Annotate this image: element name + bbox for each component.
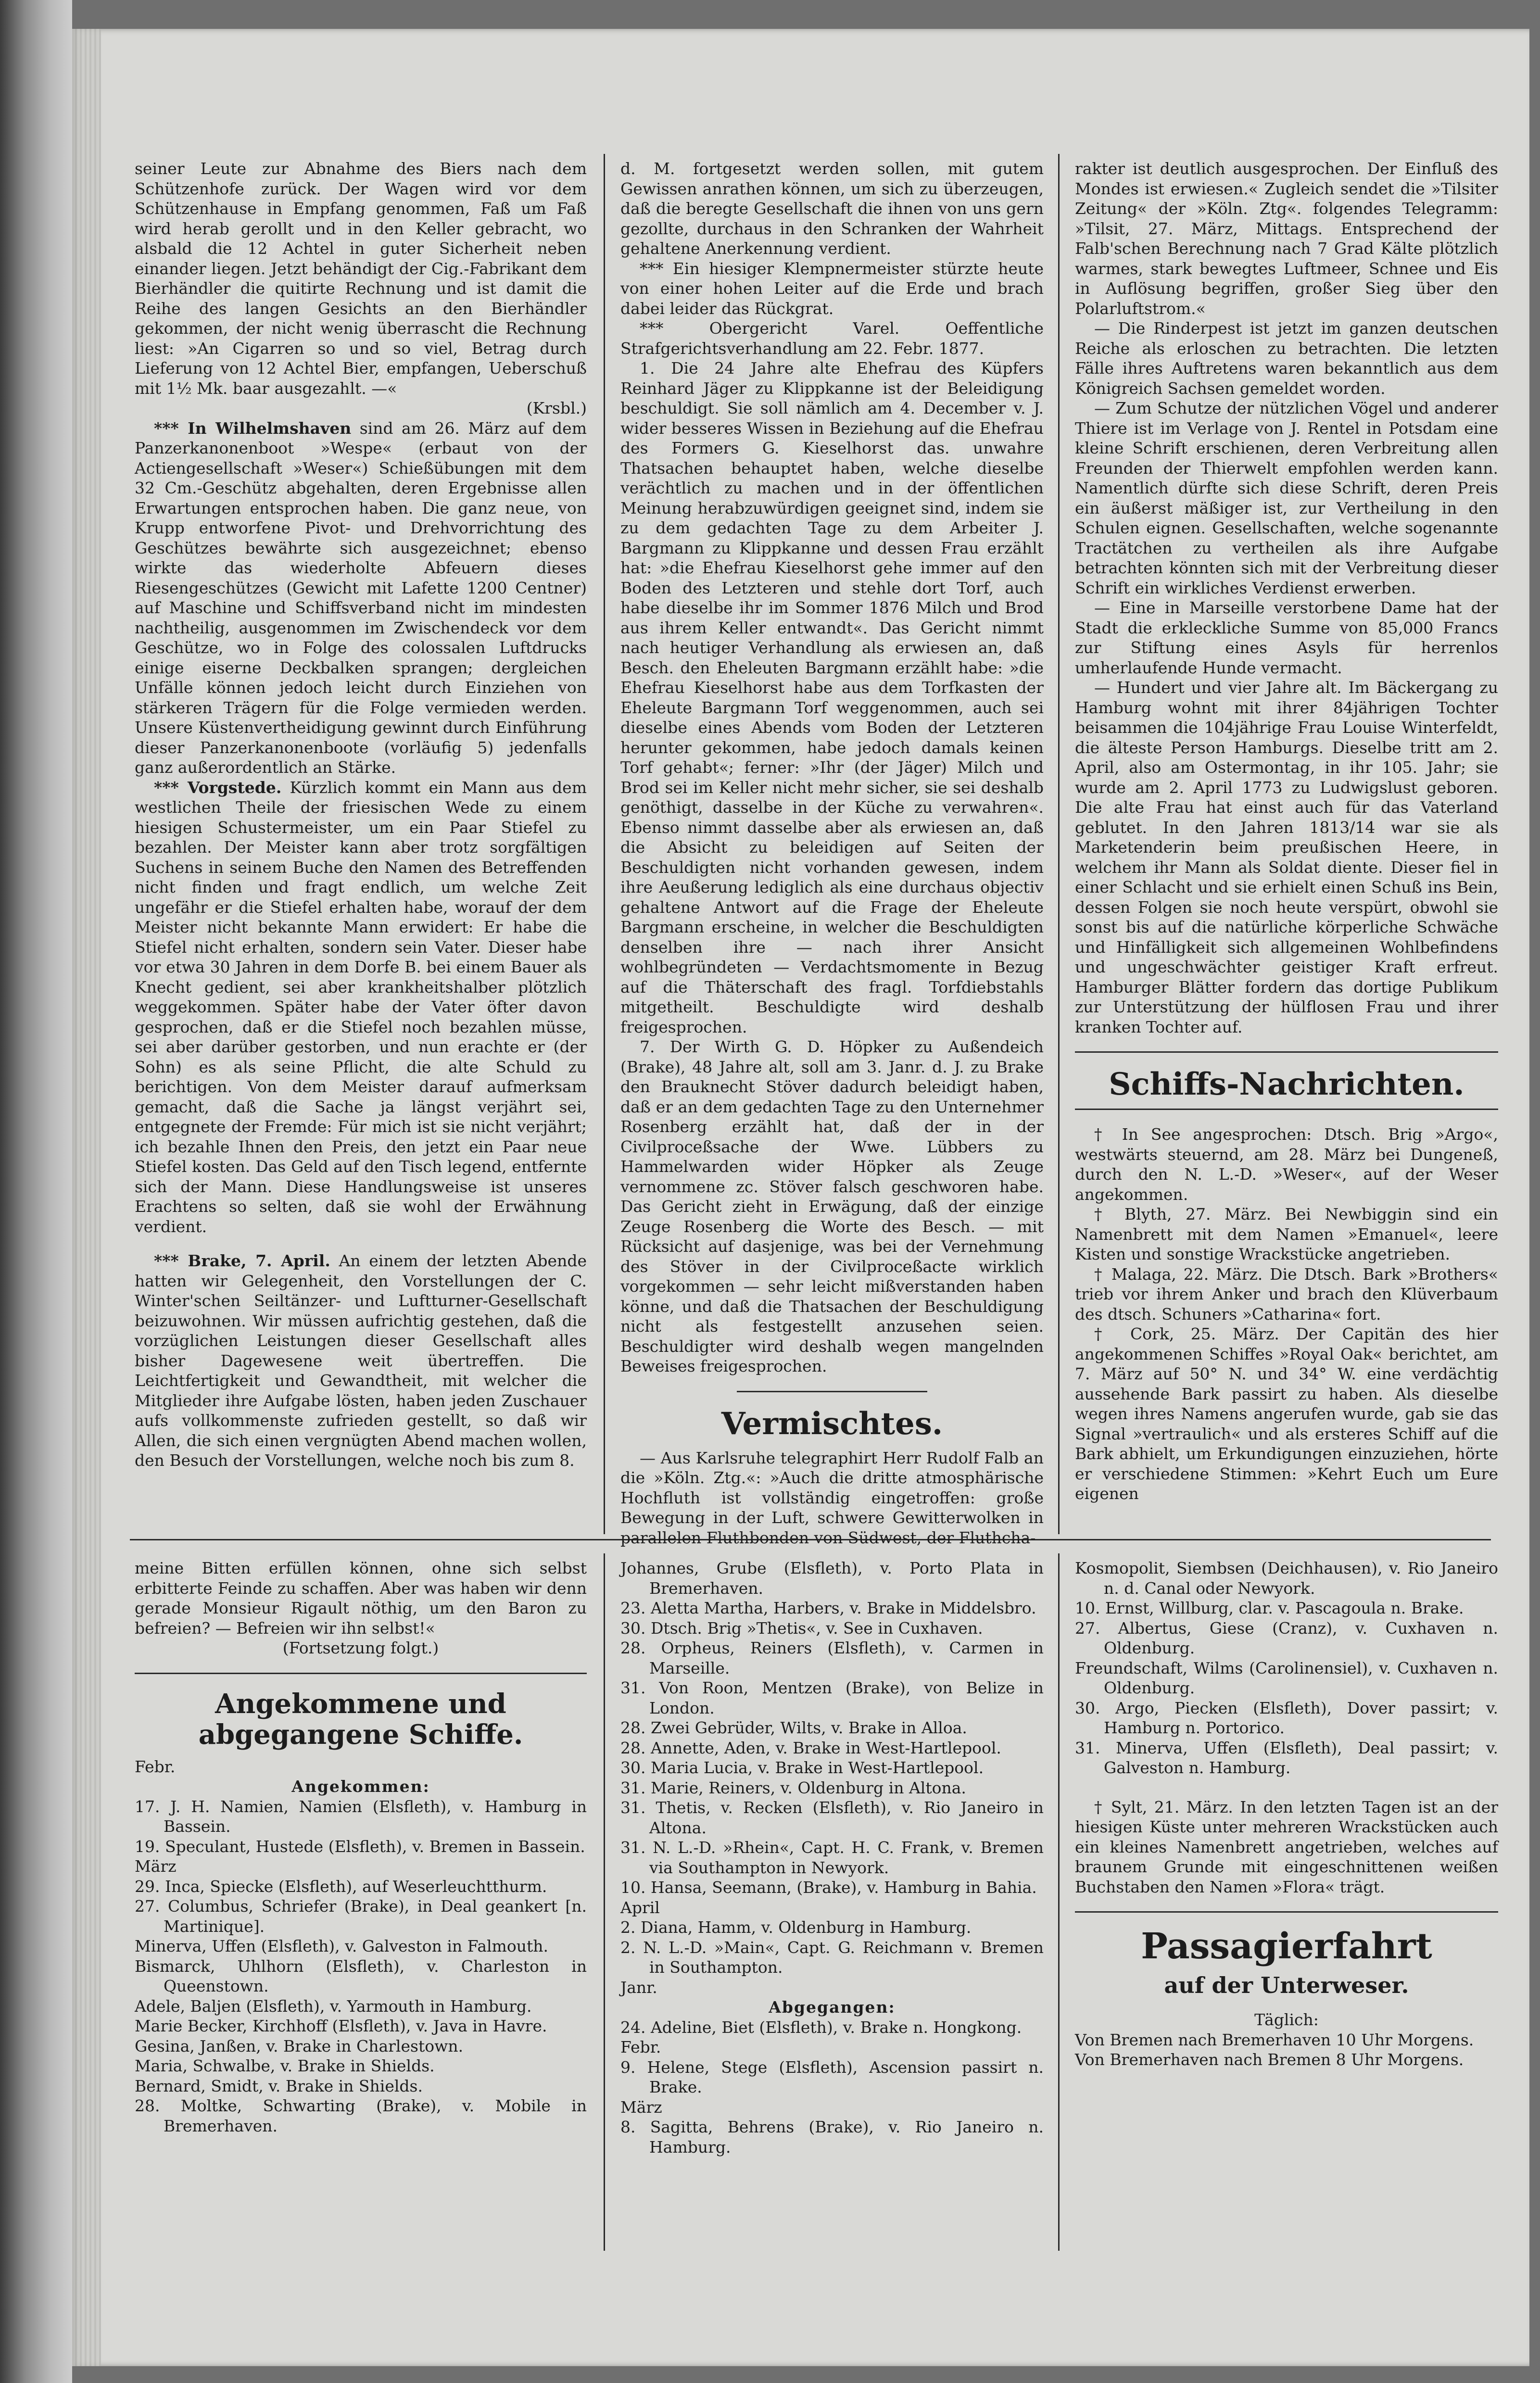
lower-column-3 [1075, 1558, 1498, 2070]
article-source: (Krsbl.) [526, 399, 587, 417]
shipping-list [135, 1757, 587, 2136]
article-text: Kürzlich kommt ein Mann aus dem westlichen Theile der friesischen Wede zu einem hiesigen Schustermeister, um ein Paar Stiefel zu bezahlen. Der Meister kann aber trotz sorgfältigen Suchens in seinem Buche den Namen des Betreffenden nicht finden und fragt endlich, um welche Zeit ungefähr er die Stiefel erhalten habe, worauf der dem Meister nicht bekannte Mann erwidert: Er habe die Stiefel nicht erhalten, sondern sein Vater. Dieser habe vor etwa 30 Jahren in dem Dorfe B. bei einem Bauer als Knecht gedient, sei aber krankheitshalber plötzlich weggekommen. Später habe der Vater öfter davon gesprochen, daß er die Stiefel noch bezahlen müsse, sei aber darüber gestorben, und nun erachte er (der Sohn) es als seine Pflicht, die alte Schuld zu berichtigen. Von dem Meister darauf aufmerksam gemacht, daß die Sache ja längst verjährt sei, entgegnete der Fremde: Für mich ist sie nicht verjährt; ich bezahle Ihnen den Preis, den jetzt ein Paar neue Stiefel kosten. Das Geld auf den Tisch legend, entfernte sich der Mann. Diese Handlungsweise ist unseres Erachtens so selten, daß sie wohl der Erwähnung verdient. [135, 778, 587, 1236]
column-rule [1058, 154, 1060, 1534]
column-rule [604, 154, 605, 1534]
list-item: 30. Dtsch. Brig »Thetis«, v. See in Cuxhaven. [620, 1618, 983, 1638]
list-category: Abgegangen: [769, 1998, 896, 2017]
list-item: Freundschaft, Wilms (Carolinensiel), v. Cuxhaven n. Oldenburg. [1075, 1658, 1498, 1697]
list-month: Janr. [620, 1978, 657, 1997]
article-heading: *** Brake, 7. April. [154, 1251, 330, 1270]
separator [1075, 1911, 1498, 1913]
list-item: Kosmopolit, Siembsen (Deichhausen), v. Rio Janeiro n. d. Canal oder Newyork. [1075, 1559, 1498, 1598]
list-item: 17. J. H. Namien, Namien (Elsfleth), v. Hamburg in Bassein. [135, 1797, 587, 1836]
lower-column-1 [135, 1558, 587, 2136]
lower-column-2 [620, 1558, 1044, 2157]
article-text: seiner Leute zur Abnahme des Biers nach dem Schützenhofe zurück. Der Wagen wird vor dem Schützenhause in Empfang genommen, Faß um Faß wird herab gerollt und in den Keller gebracht, wo alsbald die 12 Achtel in guter Sicherheit neben einander liegen. Jetzt behändigt der Cig.-Fabrikant dem Bierhändler die quitirte Rechnung und ist damit die Reihe des langen Gesichts an den Bierhändler gekommen, der nicht wenig überrascht die Rechnung liest: »An Cigarren so und so viel, Betrag durch Lieferung von 12 Achtel Bier, empfangen, Ueberschuß mit 1½ Mk. baar ausgezahlt. —« [135, 159, 587, 398]
list-item: 28. Orpheus, Reiners (Elsfleth), v. Carmen in Marseille. [620, 1639, 1044, 1677]
serial-text: meine Bitten erfüllen können, ohne sich selbst erbitterte Feinde zu schaffen. Aber was haben wir denn gerade Monsieur Rigault nöthig, um den Baron zu befreien? — Befreien wir ihn selbst!« [135, 1559, 587, 1638]
list-item: 30. Argo, Piecken (Elsfleth), Dover passirt; v. Hamburg n. Portorico. [1075, 1698, 1498, 1737]
article-text: sind am 26. März auf dem Panzerkanonenboot »Wespe« (erbaut von der Actiengesellschaft »Weser«) Schießübungen mit dem 32 Cm.-Geschütz abgehalten, deren Ergebnisse allen Erwartungen entsprochen haben. Die ganz neue, von Krupp entworfene Pivot- und Drehvorrichtung des Geschützes bewährte sich ausgezeichnet; ebenso wirkte das wiederholte Abfeuern dieses Riesengeschützes (Gewicht mit Lafette 1200 Centner) auf Maschine und Schiffsverband nicht im mindesten nachtheilig, ausgenommen im Zwischendeck vor dem Geschütze, wo in Folge des colossalen Luftdrucks einige eiserne Deckbalken sprangen; dergleichen Unfälle können jedoch leicht durch Einziehen von stärkeren Trägern für die Folge vermieden werden. Unsere Küstenvertheidigung gewinnt durch Einführung dieser Panzerkanonenboote (vorläufig 5) jedenfalls ganz außerordentlich an Stärke. [135, 418, 587, 777]
article-text: 1. Die 24 Jahre alte Ehefrau des Küpfers Reinhard Jäger zu Klippkanne ist der Beleidigung beschuldigt. Sie soll nämlich am 4. December v. J. wider besseres Wissen in Beziehung auf die Ehefrau des Formers G. Kieselhorst das. unwahre Thatsachen behauptet haben, welche dieselbe verächtlich zu machen und in der öffentlichen Meinung herabzuwürdigen geeignet sind, indem sie zu dem gedachten Tage zu dem Arbeiter J. Bargmann zu Klippkanne und dessen Frau erzählt hat: »die Ehefrau Kieselhorst gehe immer auf den Boden des Letzteren und stehle dort Torf, auch habe dieselbe ihr im Sommer 1876 Milch und Brod aus ihrem Keller entwandt«. Das Gericht nimmt nach heutiger Verhandlung als erwiesen an, daß Besch. den Eheleuten Bargmann erzählt habe: »die Ehefrau Kieselhorst habe aus dem Torfkasten der Eheleute Bargmann Torf weggenommen, auch sei dieselbe eines Abends vom Boden der Letzteren herunter gekommen, habe jedoch damals keinen Torf gehabt«; ferner: »Ihr (der Jäger) Milch und Brod sei im Keller nicht mehr sicher, sie sei deshalb genöthigt, dasselbe in der Küche zu verwahren«. Ebenso nimmt dasselbe aber als erwiesen an, daß die Absicht zu beleidigen auf Seiten der Beschuldigten nicht vorhanden gewesen, indem ihre Aeußerung lediglich als eine durchaus objectiv gehaltene Antwort auf die Frage der Eheleute Bargmann erscheine, in welcher die Beschuldigten denselben ihre — nach ihrer Ansicht wohlbegründeten — Verdachtsmomente in Bezug auf die Thäterschaft des fragl. Torfdiebstahls mitgetheilt. Beschuldigte wird deshalb freigesprochen. [620, 359, 1044, 1036]
list-month: März [620, 2097, 662, 2117]
ship-news-item: † Malaga, 22. März. Die Dtsch. Bark »Brothers« trieb vor ihrem Anker und brach den Klüverbaum des dtsch. Schuners »Catharina« fort. [1075, 1264, 1498, 1324]
list-item: 28. Zwei Gebrüder, Wilts, v. Brake in Alloa. [620, 1718, 967, 1737]
list-item: 8. Sagitta, Behrens (Brake), v. Rio Janeiro n. Hamburg. [620, 2118, 1044, 2156]
list-item: 27. Albertus, Giese (Cranz), v. Cuxhaven n. Oldenburg. [1075, 1618, 1498, 1657]
article-vorgstede [135, 778, 587, 1237]
list-item: 31. Minerva, Uffen (Elsfleth), Deal passirt; v. Galveston n. Hamburg. [1075, 1738, 1498, 1777]
list-month: Febr. [135, 1757, 176, 1776]
list-item: 2. Diana, Hamm, v. Oldenburg in Hamburg. [620, 1918, 972, 1937]
article-wilhelmshaven [135, 418, 587, 778]
list-month: März [135, 1857, 177, 1876]
list-item: 29. Inca, Spiecke (Elsfleth), auf Weserleuchtthurm. [135, 1877, 547, 1896]
list-item: 28. Moltke, Schwarting (Brake), v. Mobile in Bremerhaven. [135, 2096, 587, 2135]
list-item: 19. Speculant, Hustede (Elsfleth), v. Bremen in Bassein. [135, 1837, 585, 1856]
list-item: Maria, Schwalbe, v. Brake in Shields. [135, 2056, 435, 2075]
list-item: 24. Adeline, Biet (Elsfleth), v. Brake n. Hongkong. [620, 2017, 1022, 2037]
advert-daily: Täglich: [1254, 2010, 1319, 2029]
section-heading-schiffs-nachrichten: Schiffs-Nachrichten. [1109, 1066, 1464, 1102]
article-text: — Zum Schutze der nützlichen Vögel und anderer Thiere ist im Verlage von J. Rentel in Potsdam eine kleine Schrift erschienen, deren Verbreitung allen Freunden der Thierwelt empfohlen werden kann. Namentlich dürfte sich diese Schrift, deren Preis ein äußerst mäßiger ist, zur Vertheilung in den Schulen eignen. Gesellschaften, welche sogenannte Tractätchen zu vertheilen als ihre Aufgabe betrachten könnten sich mit der Verbreitung dieser Schrift ein wirkliches Verdienst erwerben. [1075, 399, 1498, 597]
list-item: Minerva, Uffen (Elsfleth), v. Galveston in Falmouth. [135, 1937, 548, 1955]
advert-heading-passagierfahrt: Passagierfahrt [1141, 1926, 1432, 1967]
list-item: 31. Thetis, v. Recken (Elsfleth), v. Rio Janeiro in Altona. [620, 1798, 1044, 1837]
list-month: April [620, 1898, 660, 1917]
article-text: — Aus Karlsruhe telegraphirt Herr Rudolf Falb an die »Köln. Ztg.«: »Auch die dritte atmosphärische Hochfluth ist vollständig eingetroffen: große Bewegung in der Luft, schwere Gewitterwolken in parallelen Fluthbonden von Südwest, der Fluthcha- [620, 1448, 1044, 1547]
list-item: 10. Hansa, Seemann, (Brake), v. Hamburg in Bahia. [620, 1878, 1037, 1897]
list-month: Febr. [620, 2038, 661, 2056]
shipping-list [1075, 1558, 1498, 1778]
article-text: An einem der letzten Abende hatten wir Gelegenheit, den Vorstellungen der C. Winter'schen Seiltänzer- und Luftturner-Gesellschaft beizuwohnen. Wir müssen aufrichtig gestehen, daß die vorzüglichen Leistungen dieser Gesellschaft alles bisher Dagewesene weit übertreffen. Die Leichtfertigkeit und Gewandtheit, mit welcher die Mitglieder ihre Aufgabe lösten, haben jeden Zuschauer aufs vollkommenste zufrieden gestellt, so daß wir Allen, die sich einen vergnügten Abend machen wollen, den Besuch der Vorstellungen, welche noch bis zum 8. [135, 1251, 587, 1470]
list-item: Marie Becker, Kirchhoff (Elsfleth), v. Java in Havre. [135, 2017, 547, 2035]
advert-schedule-line: Von Bremerhaven nach Bremen 8 Uhr Morgens. [1075, 2050, 1464, 2069]
advert-subheading: auf der Unterweser. [1164, 1972, 1409, 1998]
shipping-list [620, 1558, 1044, 2157]
list-item: Johannes, Grube (Elsfleth), v. Porto Plata in Bremerhaven. [620, 1559, 1044, 1598]
list-item: 2. N. L.-D. »Main«, Capt. G. Reichmann v. Bremen in Southampton. [620, 1938, 1044, 1977]
list-item: Bernard, Smidt, v. Brake in Shields. [135, 2076, 423, 2095]
column-3 [1075, 159, 1498, 1504]
section-heading-vermischtes: Vermischtes. [721, 1405, 943, 1442]
book-binding [0, 0, 72, 2383]
section-heading-schiffe: Angekommene und abgegangene Schiffe. [198, 1688, 523, 1751]
list-item: 9. Helene, Stege (Elsfleth), Ascension passirt n. Brake. [620, 2057, 1044, 2096]
article-text: — Hundert und vier Jahre alt. Im Bäckergang zu Hamburg wohnt mit ihrer 84jährigen Tochter beisammen die 104jährige Frau Louise Winterfeldt, die älteste Person Hamburgs. Dieselbe tritt am 2. April, also am Ostermontag, in ihr 105. Jahr; sie wurde am 2. April 1773 zu Ludwigslust geboren. Die alte Frau hat einst auch für das Vaterland geblutet. In den Jahren 1813/14 war sie als Marketenderin beim preußischen Heere, in welchem ihr Mann als Soldat diente. Dieser fiel in einer Schlacht und sie erhielt einen Schuß ins Bein, dessen Folgen sie noch heute verspürt, obwohl sie sonst bis auf die natürliche körperliche Schwäche und Hinfälligkeit sich allgemeinen Wohlbefindens und ungeschwächter geistiger Kraft erfreut. Hamburger Blätter fordern das dortige Publikum zur Unterstützung der hülflosen Frau und ihrer kranken Tochter auf. [1075, 678, 1498, 1036]
list-item: 28. Annette, Aden, v. Brake in West-Hartlepool. [620, 1738, 1001, 1757]
list-item: 30. Maria Lucia, v. Brake in West-Hartlepool. [620, 1758, 984, 1777]
ship-news-item: † In See angesprochen: Dtsch. Brig »Argo«, westwärts steuernd, am 28. März bei Dungeneß, durch den N. L.-D. »Weser«, auf der Weser angekommen. [1075, 1125, 1498, 1204]
article-brake [135, 1251, 587, 1471]
article-text: rakter ist deutlich ausgesprochen. Der Einfluß des Mondes ist erwiesen.« Zugleich sendet die »Tilsiter Zeitung« der »Köln. Ztg«. folgendes Telegramm: »Tilsit, 27. März, Mittags. Entsprechend der Falb'schen Berechnung nach 7 Grad Kälte plötzlich warmes, stark bewegtes Luftmeer, Schnee und Eis in Auflösung begriffen, großer Sieg über den Polarluftstrom.« [1075, 159, 1498, 318]
list-item: Gesina, Janßen, v. Brake in Charlestown. [135, 2036, 464, 2055]
list-item: 10. Ernst, Willburg, clar. v. Pascagoula n. Brake. [1075, 1599, 1464, 1617]
separator [1075, 1109, 1498, 1110]
article-heading: *** In Wilhelmshaven [154, 418, 352, 438]
column-1 [135, 159, 587, 1471]
article-text: d. M. fortgesetzt werden sollen, mit gutem Gewissen anrathen können, um sich zu überzeugen, daß die beregte Gesellschaft die ihnen von uns gern gezollte, durchaus in den Schranken der Wahrheit gehaltene Anerkennung verdient. [620, 159, 1044, 258]
article-text: — Eine in Marseille verstorbene Dame hat der Stadt die erkleckliche Summe von 85,000 Francs zur Stiftung eines Asyls für herrenlos umherlaufende Hunde vermacht. [1075, 598, 1498, 677]
ship-news-item: † Sylt, 21. März. In den letzten Tagen ist an der hiesigen Küste unter mehreren Wrackstücken auch ein kleines Namenbrett angetrieben, welches auf braunem Grunde mit eingeschnittenen weißen Buchstaben den Namen »Flora« trägt. [1075, 1797, 1498, 1896]
list-item: 31. Von Roon, Mentzen (Brake), von Belize in London. [620, 1678, 1044, 1717]
article-text: — Die Rinderpest ist jetzt im ganzen deutschen Reiche als erloschen zu betrachten. Die letzten Fälle ihres Auftretens waren bekanntlich aus dem Königreich Sachsen gemeldet worden. [1075, 319, 1498, 398]
column-rule [1058, 1553, 1060, 2251]
list-item: 31. Marie, Reiners, v. Oldenburg in Altona. [620, 1778, 966, 1797]
list-item: 27. Columbus, Schriefer (Brake), in Deal geankert [n. Martinique]. [135, 1897, 587, 1936]
page-edge [72, 29, 101, 2366]
article-text: *** Obergericht Varel. Oeffentliche Strafgerichtsverhandlung am 22. Febr. 1877. [620, 319, 1044, 358]
separator [737, 1391, 927, 1392]
ship-news-item: † Blyth, 27. März. Bei Newbiggin sind ein Namenbrett mit dem Namen »Emanuel«, leere Kisten und sonstige Wrackstücke angetrieben. [1075, 1205, 1498, 1263]
list-item: 23. Aletta Martha, Harbers, v. Brake in Middelsbro. [620, 1599, 1036, 1617]
advert-schedule-line: Von Bremen nach Bremerhaven 10 Uhr Morgens. [1075, 2030, 1474, 2049]
column-2 [620, 159, 1044, 1548]
article-text: 7. Der Wirth G. D. Höpker zu Außendeich (Brake), 48 Jahre alt, soll am 3. Janr. d. J. zu Brake den Brauknecht Stöver dadurch beleidigt haben, daß er an dem gedachten Tage zu den Unternehmer Rosenberg erzählt hat, daß der in der Civilproceßsache der Wwe. Lübbers zu Hammelwarden wider Höpker als Zeuge vernommene zc. Stöver falsch geschworen habe. Das Gericht zieht in Erwägung, daß der einzige Zeuge Rosenberg die Worte des Besch. — mit Rücksicht auf dasjenige, was bei der Vernehmung des Stöver in der Civilproceßacte wirklich vorgekommen — sehr leicht mißverstanden haben könne, und daß die Thatsachen der Beschuldigung nicht als festgestellt anzusehen seien. Beschuldigter wird deshalb wegen mangelnden Beweises freigesprochen. [620, 1037, 1044, 1375]
separator [1075, 1051, 1498, 1053]
list-item: 31. N. L.-D. »Rhein«, Capt. H. C. Frank, v. Bremen via Southampton in Newyork. [620, 1838, 1044, 1877]
column-rule [604, 1553, 605, 2251]
ship-news-item: † Cork, 25. März. Der Capitän des hier angekommenen Schiffes »Royal Oak« berichtet, am 7. März auf 50° N. und 34° W. eine verdächtig aussehende Bark passirt zu haben. Als dieselbe wegen ihres Namens angerufen wurde, gab sie das Signal »vertraulich« und als ersteres Schiff auf die Bark abhielt, um Erkundigungen einzuziehen, hörte er verschiedene Stimmen: »Kehrt Euch um Eure eigenen [1075, 1324, 1498, 1503]
list-item: Adele, Baljen (Elsfleth), v. Yarmouth in Hamburg. [135, 1996, 532, 2016]
separator [135, 1673, 587, 1674]
article-text: *** Ein hiesiger Klempnermeister stürzte heute von einer hohen Leiter auf die Erde und brach dabei leider das Rückgrat. [620, 259, 1044, 318]
list-item: Bismarck, Uhlhorn (Elsfleth), v. Charleston in Queenstown. [135, 1956, 587, 1995]
list-category: Angekommen: [291, 1777, 430, 1796]
serial-continuation: (Fortsetzung folgt.) [282, 1639, 439, 1657]
article-heading: *** Vorgstede. [154, 778, 282, 797]
